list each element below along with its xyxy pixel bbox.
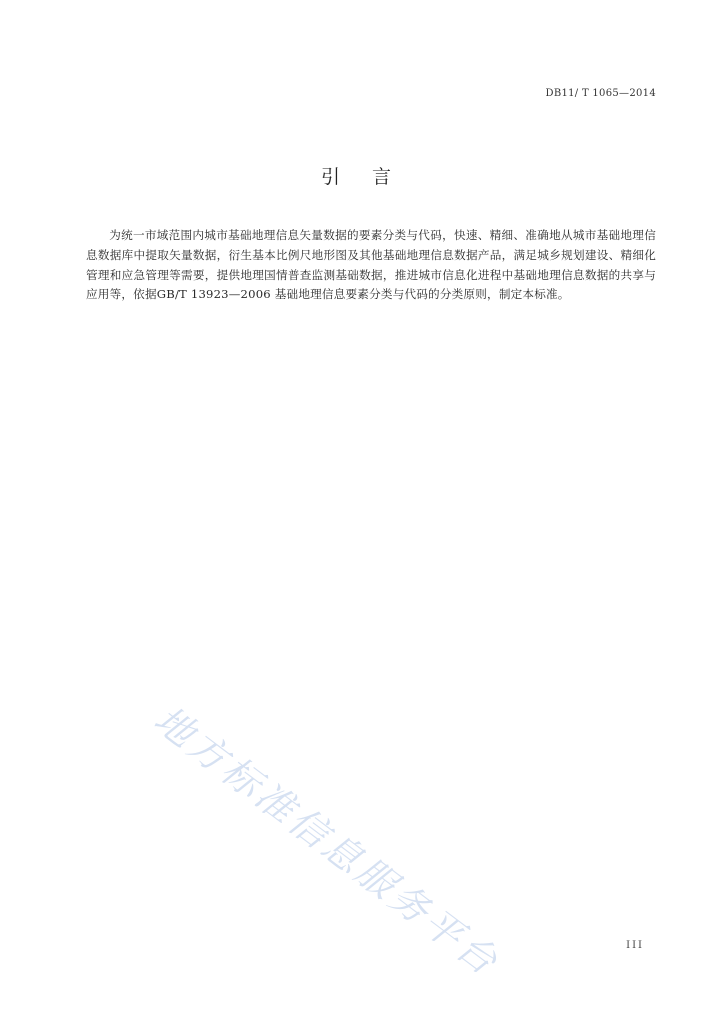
document-code: DB11/ T 1065—2014 xyxy=(545,88,656,99)
watermark: 地方标准信息服务平台 xyxy=(146,697,509,986)
introduction-paragraph: 为统一市域范围内城市基础地理信息矢量数据的要素分类与代码，快速、精细、准确地从城市基础地理信息数据库中提取矢量数据，衍生基本比例尺地形图及其他基础地理信息数据产品，满足城乡规划建设、精细化管理和应急管理等需要，提供地理国情普查监测基础数据，推进城市信息化进程中基础地理信息数据的共享与应用等，依据GB/T 13923—2006 基础地理信息要素分类与代码的分类原则，制定本标准。 xyxy=(86,228,656,302)
section-title: 引言 xyxy=(320,166,423,188)
page-number: III xyxy=(626,940,644,951)
